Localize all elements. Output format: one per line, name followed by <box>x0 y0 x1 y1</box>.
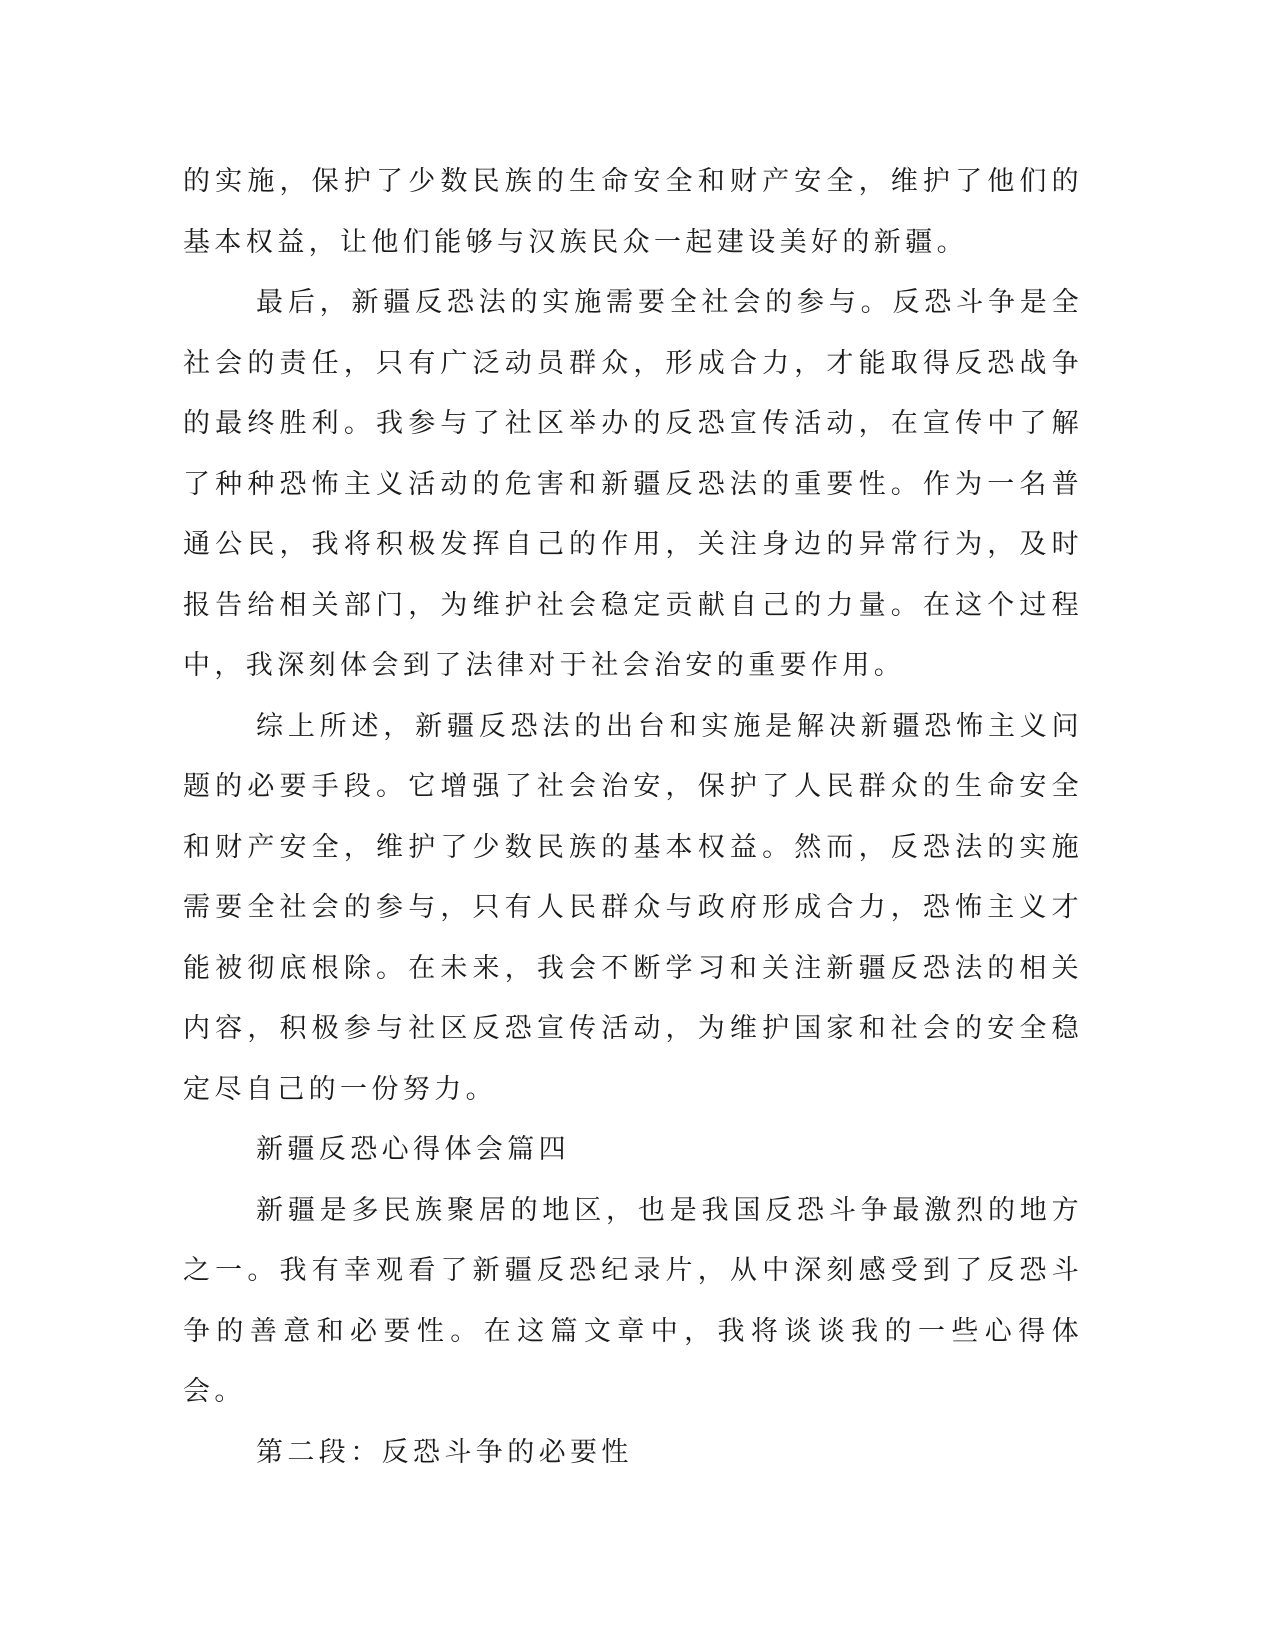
section-title: 新疆反恐心得体会篇四 <box>256 1134 570 1165</box>
paragraph-finally: 最后，新疆反恐法的实施需要全社会的参与。反恐斗争是全社会的责任，只有广泛动员群众，形成合力，才能取得反恐战争的最终胜利。我参与了社区举办的反恐宣传活动，在宣传中了解了种种恐怖主义活动的危害和新疆反恐法的重要性。作为一名普通公民，我将积极发挥自己的作用，关注身边的异常行为，及时报告给相关部门，为维护社会稳定贡献自己的力量。在这个过程中，我深刻体会到了法律对于社会治安的重要作用。 <box>183 287 1083 681</box>
section-intro-paragraph: 新疆是多民族聚居的地区，也是我国反恐斗争最激烈的地方之一。我有幸观看了新疆反恐纪录片，从中深刻感受到了反恐斗争的善意和必要性。在这篇文章中，我将谈谈我的一些心得体会。 <box>183 1194 1083 1407</box>
paragraph-continued: 的实施，保护了少数民族的生命安全和财产安全，维护了他们的基本权益，让他们能够与汉族民众一起建设美好的新疆。 <box>183 166 1083 258</box>
subheading: 第二段：反恐斗争的必要性 <box>256 1436 633 1468</box>
document-page <box>183 152 1083 1483</box>
paragraph-summary: 综上所述，新疆反恐法的出台和实施是解决新疆恐怖主义问题的必要手段。它增强了社会治安，保护了人民群众的生命安全和财产安全，维护了少数民族的基本权益。然而，反恐法的实施需要全社会的参与，只有人民群众与政府形成合力，恐怖主义才能被彻底根除。在未来，我会不断学习和关注新疆反恐法的相关内容，积极参与社区反恐宣传活动，为维护国家和社会的安全稳定尽自己的一份努力。 <box>183 710 1083 1105</box>
